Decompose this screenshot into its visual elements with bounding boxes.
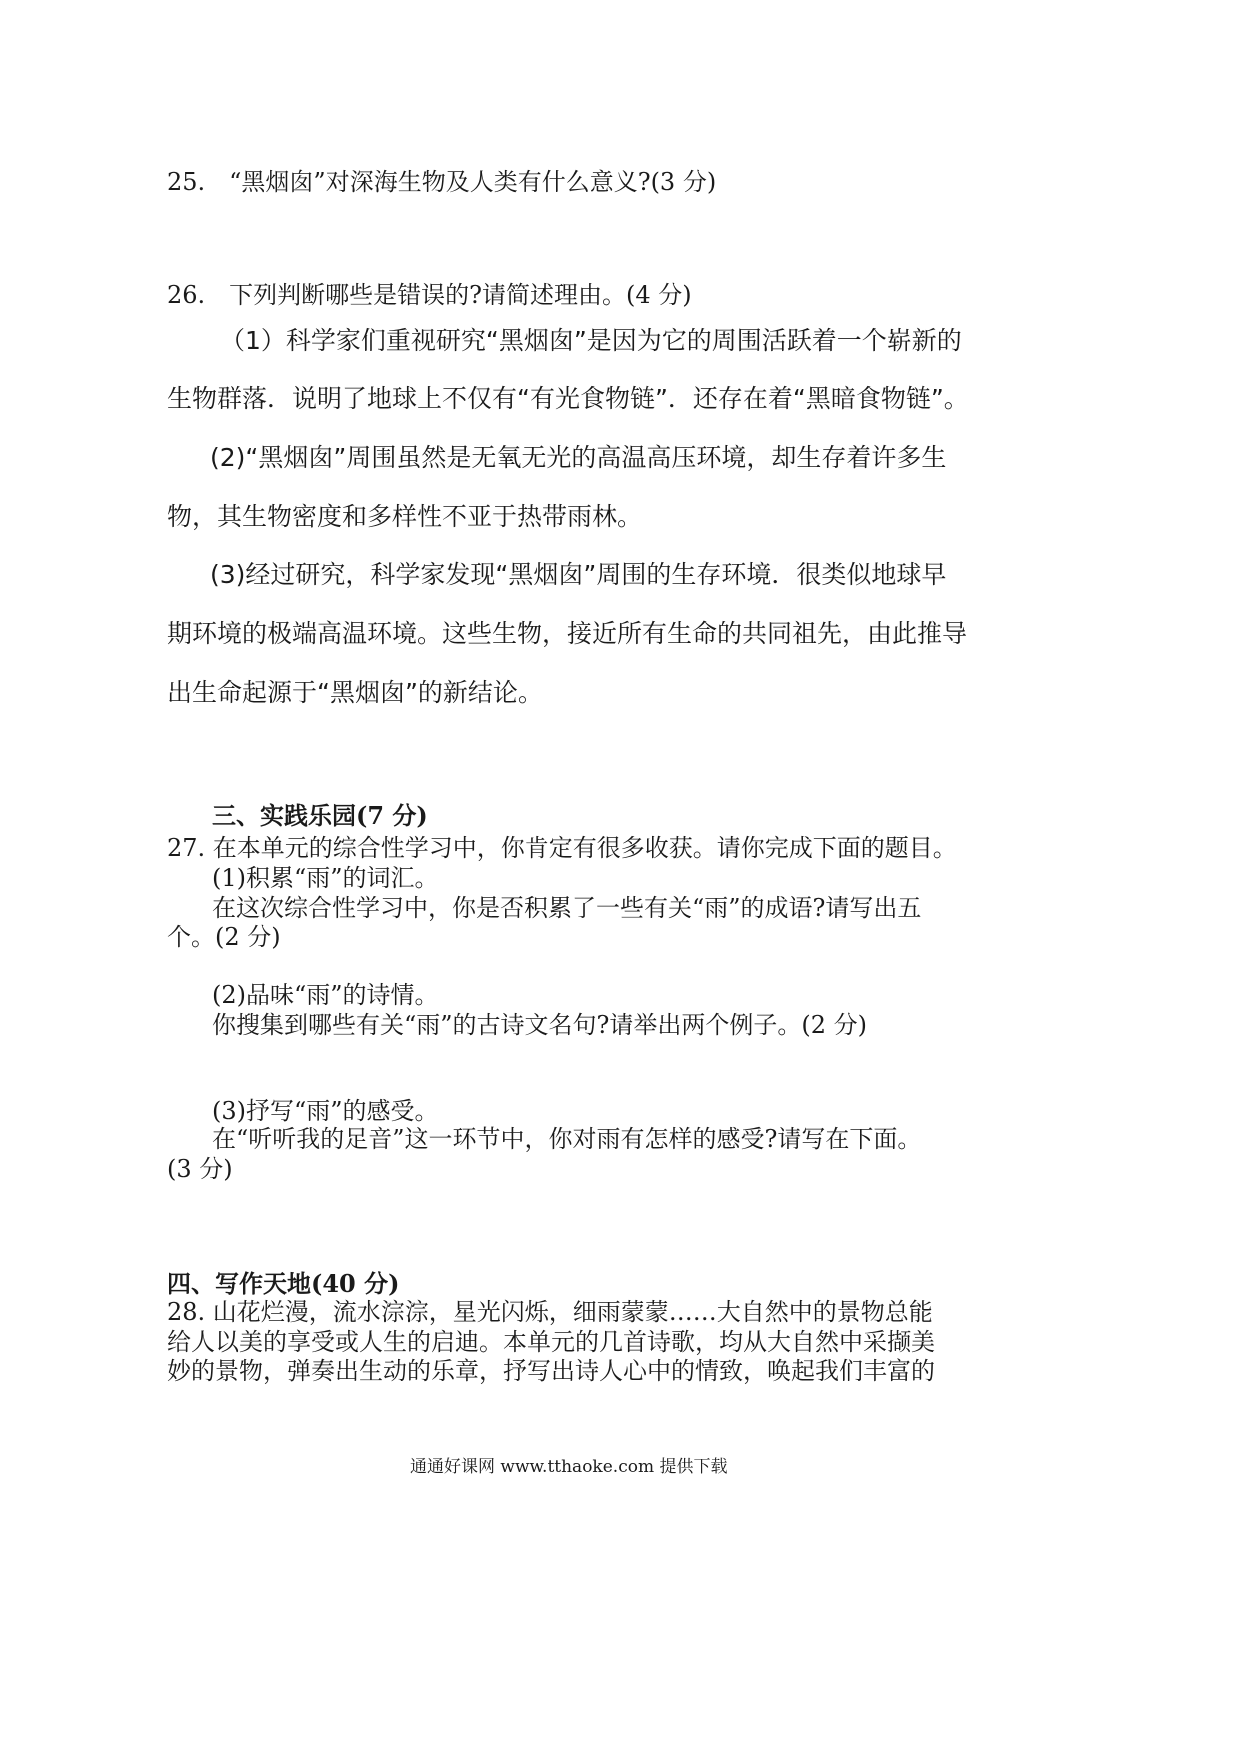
section-4-heading: 四、写作天地(40 分) [167, 1269, 400, 1298]
q26-item-1-line-2: 生物群落．说明了地球上不仅有“有光食物链”．还存在着“黑暗食物链”。 [167, 384, 969, 413]
question-28-line-2: 给人以美的享受或人生的启迪。本单元的几首诗歌，均从大自然中采撷美 [167, 1328, 935, 1356]
q27-part-3-title: (3)抒写“雨”的感受。 [212, 1097, 439, 1125]
q27-part-3-prompt-line-1: 在“听听我的足音”这一环节中，你对雨有怎样的感受?请写在下面。 [212, 1125, 922, 1153]
q27-part-1-title: (1)积累“雨”的词汇。 [212, 864, 439, 892]
q27-part-2-prompt: 你搜集到哪些有关“雨”的古诗文名句?请举出两个例子。(2 分) [212, 1011, 868, 1039]
q26-item-2-line-2: 物，其生物密度和多样性不亚于热带雨林。 [167, 502, 643, 531]
page-footer: 通通好课网 www.tthaoke.com 提供下载 [410, 1457, 728, 1477]
q27-part-1-prompt-line-1: 在这次综合性学习中，你是否积累了一些有关“雨”的成语?请写出五 [212, 894, 922, 922]
question-28-line-1: 28. 山花烂漫，流水淙淙，星光闪烁，细雨蒙蒙……大自然中的景物总能 [167, 1298, 933, 1326]
question-26: 26. 下列判断哪些是错误的?请简述理由。(4 分) [167, 281, 692, 309]
question-28-line-3: 妙的景物，弹奏出生动的乐章，抒写出诗人心中的情致，唤起我们丰富的 [167, 1357, 935, 1385]
q26-item-3-line-3: 出生命起源于“黑烟囱”的新结论。 [167, 678, 543, 707]
q27-part-1-prompt-line-2: 个。(2 分) [167, 923, 281, 951]
question-25: 25. “黑烟囱”对深海生物及人类有什么意义?(3 分) [167, 168, 717, 196]
q27-part-2-title: (2)品味“雨”的诗情。 [212, 981, 439, 1009]
q27-part-3-prompt-line-2: (3 分) [167, 1155, 233, 1183]
q26-item-1-line-1: （1）科学家们重视研究“黑烟囱”是因为它的周围活跃着一个崭新的 [220, 326, 962, 355]
q26-item-3-line-1: (3)经过研究，科学家发现“黑烟囱”周围的生存环境．很类似地球早 [210, 560, 947, 589]
q26-item-3-line-2: 期环境的极端高温环境。这些生物，接近所有生命的共同祖先，由此推导 [167, 619, 968, 648]
q26-item-2-line-1: (2)“黑烟囱”周围虽然是无氧无光的高温高压环境，却生存着许多生 [210, 443, 947, 472]
section-3-heading: 三、实践乐园(7 分) [212, 801, 428, 830]
question-27-intro: 27. 在本单元的综合性学习中，你肯定有很多收获。请你完成下面的题目。 [167, 834, 957, 862]
